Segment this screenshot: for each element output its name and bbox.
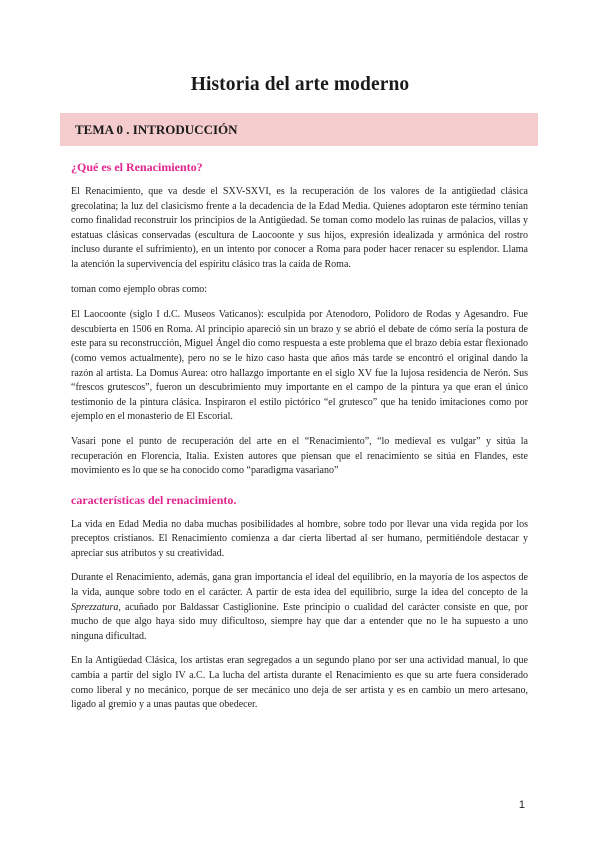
paragraph-emphasis: Sprezzatura: [71, 601, 119, 613]
document-body: [71, 160, 528, 723]
section-heading-que-es: ¿Qué es el Renacimiento?: [71, 160, 203, 174]
section-banner-label: TEMA 0 . INTRODUCCIÓN: [75, 121, 238, 137]
paragraph: El Renacimiento, que va desde el SXV-SXVI, es la recuperación de los valores de la antigüedad clásica grecolatina; la luz del clasicismo frente a la decadencia de la Edad Media. Quienes adoptaron este término tenían como finalidad reconstruir los principios de la Antigüedad. Se toman como modelo las ruinas de palacios, villas y estatuas clásicas conservadas (escultura de Laocoonte y sus hijos, expresión idealizada y armónica del rostro incluso durante el sufrimiento), en un intento por conocer a Roma para poder hacer renacer su esplendor. Llama la atención la supervivencia del espíritu clásico tras la caída de Roma.: [71, 186, 528, 270]
section-heading-caracteristicas: características del renacimiento.: [71, 492, 237, 507]
page-number: 1: [518, 799, 525, 811]
paragraph: La vida en Edad Media no daba muchas posibilidades al hombre, sobre todo por llevar una vida regida por los preceptos cristianos. El Renacimiento comienza a dar cierta libertad al ser humano, permitiéndole destacar y apreciar sus atributos y su creatividad.: [71, 518, 528, 559]
paragraph-text: , acuñado por Baldassar Castiglionine. Este principio o cualidad del carácter consiste en que, por mucho de que algo haya sido muy dificultoso, siempre hay que dar a entender que no le ha supuesto a uno ninguna dificultad.: [71, 601, 528, 642]
section-banner: [60, 113, 538, 146]
paragraph: En la Antigüedad Clásica, los artistas eran segregados a un segundo plano por ser una actividad manual, lo que cambia a partir del siglo IV a.C. La lucha del artista durante el Renacimiento es que su arte fuera considerado como liberal y no mecánico, porque de ser mecánico uno deja de ser artista y es en cambio un mero artesano, ligado al gremio y a unas pautas que obedecer.: [71, 655, 528, 711]
paragraph: Vasari pone el punto de recuperación del arte en el “Renacimiento”, “lo medieval es vulgar” y sitúa la recuperación en Florencia, Italia. Existen autores que piensan que el renacimiento se sitúa en Flandes, este movimiento es lo que se ha conocido como “paradigma vasariano”: [71, 435, 528, 477]
paragraph: toman como ejemplo obras como:: [71, 283, 208, 295]
paragraph-text: Durante el Renacimiento, además, gana gran importancia el ideal del equilibrio, en la mayoría de los aspectos de la vida, aunque sobre todo en el carácter. A partir de esta idea del equilibrio, surge la idea del concepto de la: [71, 572, 528, 599]
document-title: Historia del arte moderno: [190, 74, 410, 95]
paragraph: El Laocoonte (siglo I d.C. Museos Vaticanos): esculpida por Atenodoro, Polidoro de Rodas y Agesandro. Fue descubierta en 1506 en Roma. Al principio apareció sin un brazo y se abrió el debate de cómo sería la postura de este para su reconstrucción, Miguel Ángel dio como respuesta a este problema que el brazo debía estar flexionado (como vemos actualmente), pero no se le hizo caso hasta que años más tarde se encontró el original dando la razón al artista. La Domus Aurea: otro hallazgo importante en el siglo XV fue la lujosa residencia de Nerón. Sus “frescos grutescos”, fueron un descubrimiento muy importante en el campo de la pintura ya que eran el único testimonio de la pintura clásica. Inspiraron el estilo pictórico “el grutesco” que ha tenido imitaciones como por ejemplo en el monasterio de El Escorial.: [71, 309, 528, 423]
paragraph: [71, 571, 528, 644]
